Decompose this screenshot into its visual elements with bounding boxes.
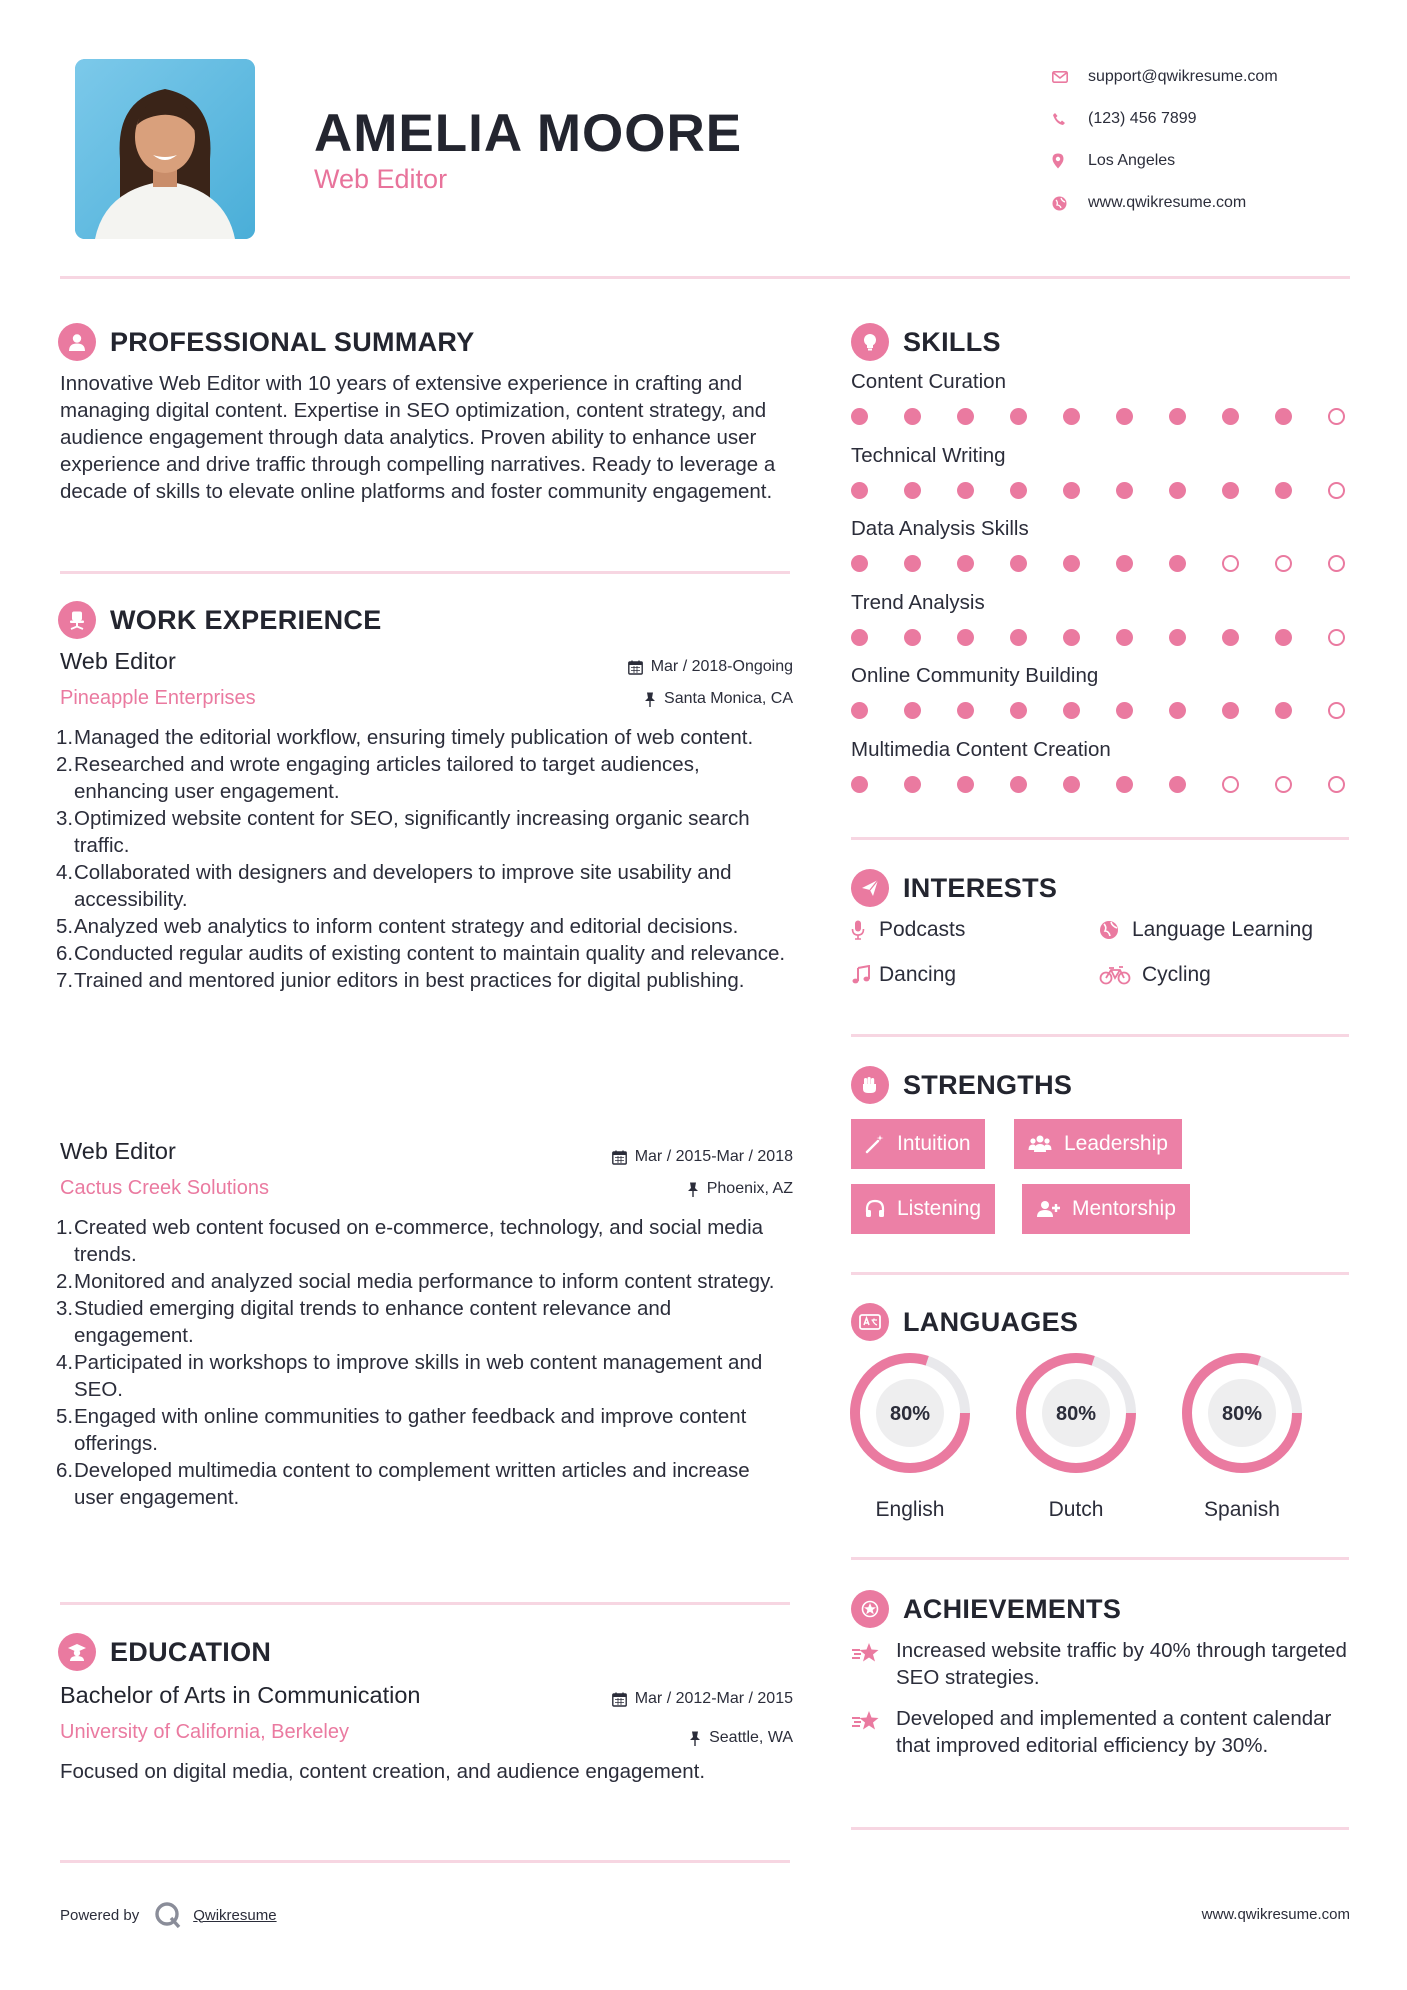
rating-dot-filled [1116, 482, 1133, 499]
skill-rating [851, 702, 1351, 719]
pin-icon [687, 1182, 699, 1197]
rating-dot-filled [1169, 408, 1186, 425]
interest-label: Dancing [879, 963, 957, 986]
strength-intuition [851, 1119, 985, 1169]
strength-label: Mentorship [1072, 1197, 1176, 1220]
rating-dot-filled [1222, 629, 1239, 646]
interests-divider [851, 1034, 1349, 1037]
pin-icon [644, 692, 656, 707]
calendar-icon [612, 1692, 627, 1707]
qwikresume-link[interactable]: Qwikresume [193, 1906, 277, 1924]
education-date-text: Mar / 2012-Mar / 2015 [634, 1690, 793, 1707]
rating-dot-filled [1010, 629, 1027, 646]
rating-dot-filled [1169, 482, 1186, 499]
language-item [1180, 1351, 1304, 1522]
job-title: Web Editor [60, 648, 176, 674]
skill-name: Technical Writing [851, 443, 1006, 467]
education-divider [60, 1860, 790, 1863]
powered-by-text: Powered by [60, 1906, 140, 1924]
strength-mentorship [1022, 1184, 1190, 1234]
language-percent: 80% [889, 1403, 931, 1425]
skills-heading [851, 323, 1001, 361]
list-item: 2. Researched and wrote engaging articles tailored to target audiences, enhancing user engagement. [56, 753, 700, 803]
education-location-text: Seattle, WA [709, 1729, 793, 1746]
job-location-text: Phoenix, AZ [706, 1180, 793, 1197]
skill-rating [851, 408, 1351, 425]
experience-divider [60, 1602, 790, 1605]
rating-dot-filled [904, 629, 921, 646]
interest-label: Cycling [1142, 963, 1211, 986]
job-location-text: Santa Monica, CA [664, 690, 793, 707]
shooting-star-icon [851, 1705, 896, 1759]
skills-divider [851, 837, 1349, 840]
achievement-item [851, 1705, 1361, 1759]
language-percent: 80% [1055, 1403, 1097, 1425]
skill-name: Trend Analysis [851, 590, 985, 614]
rating-dot-filled [1063, 702, 1080, 719]
interests-title: INTERESTS [903, 872, 1058, 903]
envelope-icon [1050, 71, 1088, 83]
rating-dot-filled [1063, 555, 1080, 572]
rating-dot-filled [957, 776, 974, 793]
interest-cycling [1099, 963, 1211, 987]
rating-dot-filled [904, 555, 921, 572]
language-item [1014, 1351, 1138, 1522]
rating-dot-filled [1275, 408, 1292, 425]
rating-dot-empty [1328, 776, 1345, 793]
rating-dot-filled [851, 408, 868, 425]
skill-item [851, 444, 1351, 499]
map-pin-icon [1050, 153, 1088, 169]
fist-icon [851, 1066, 889, 1104]
skill-name: Data Analysis Skills [851, 517, 1029, 540]
music-note-icon [851, 965, 879, 985]
education-entry [60, 1682, 793, 1785]
strengths-divider [851, 1272, 1349, 1275]
contact-info [1050, 56, 1380, 224]
qwikresume-logo-icon [153, 1900, 183, 1930]
rating-dot-filled [1169, 629, 1186, 646]
rating-dot-filled [1169, 555, 1186, 572]
language-name: Spanish [1204, 1498, 1280, 1521]
rating-dot-filled [1222, 408, 1239, 425]
languages-divider [851, 1557, 1349, 1560]
summary-text: Innovative Web Editor with 10 years of extensive experience in crafting and managing digital content. Expertise in SEO optimization, content strategy, and audience engagement through data analytics. Proven ability to enhance user experience and drive traffic through compelling narratives. Ready to leverage a decade of skills to elevate online platforms and foster community engagement. [60, 372, 776, 503]
skill-item [851, 370, 1351, 425]
achievements-heading [851, 1590, 1121, 1628]
contact-website[interactable] [1050, 182, 1380, 224]
language-name: English [875, 1498, 945, 1521]
interest-label: Podcasts [879, 918, 966, 941]
job-date-text: Mar / 2018-Ongoing [650, 658, 793, 675]
interest-label: Language Learning [1132, 918, 1314, 941]
job-company: Cactus Creek Solutions [60, 1177, 269, 1199]
rating-dot-empty [1328, 702, 1345, 719]
rating-dot-empty [1222, 776, 1239, 793]
microphone-icon [851, 920, 879, 940]
rating-dot-filled [851, 555, 868, 572]
list-item: 7. Trained and mentored junior editors in best practices for digital publishing. [56, 969, 745, 992]
job-title: Web Editor [60, 1138, 176, 1164]
school: University of California, Berkeley [60, 1721, 349, 1743]
rating-dot-filled [957, 555, 974, 572]
strength-label: Leadership [1064, 1132, 1168, 1155]
candidate-name: AMELIA MOORE [314, 104, 743, 163]
rating-dot-filled [1275, 629, 1292, 646]
user-icon [58, 323, 96, 361]
list-item: 4. Participated in workshops to improve skills in web content management and SEO. [56, 1351, 763, 1401]
skill-name: Multimedia Content Creation [851, 737, 1111, 761]
job-responsibilities [56, 724, 793, 994]
rating-dot-filled [957, 702, 974, 719]
list-item: 2. Monitored and analyzed social media performance to inform content strategy. [56, 1270, 775, 1293]
shooting-star-icon [851, 1637, 896, 1691]
contact-phone[interactable] [1050, 98, 1380, 140]
list-item: 3. Optimized website content for SEO, significantly increasing organic search traffic. [56, 807, 750, 857]
rating-dot-filled [1063, 776, 1080, 793]
rating-dot-filled [1063, 482, 1080, 499]
strength-label: Listening [897, 1197, 982, 1220]
achievement-text: Increased website traffic by 40% through targeted SEO strategies. [896, 1639, 1347, 1689]
rating-dot-filled [1222, 482, 1239, 499]
interests-heading [851, 869, 1057, 907]
graduate-icon [58, 1633, 96, 1671]
skill-rating [851, 482, 1351, 499]
list-item: 5. Analyzed web analytics to inform content strategy and editorial decisions. [56, 915, 739, 938]
skill-rating [851, 555, 1351, 572]
rating-dot-filled [1116, 555, 1133, 572]
skill-name: Online Community Building [851, 664, 1099, 687]
achievement-item [851, 1637, 1361, 1691]
interest-dancing [851, 963, 956, 987]
rating-dot-empty [1328, 555, 1345, 572]
list-item: 1. Created web content focused on e-commerce, technology, and social media trends. [56, 1216, 764, 1266]
rating-dot-filled [1169, 702, 1186, 719]
rating-dot-empty [1275, 555, 1292, 572]
job-entry-2 [56, 1138, 793, 1511]
rating-dot-filled [904, 776, 921, 793]
strengths-title: STRENGTHS [903, 1069, 1073, 1100]
interest-language-learning [1099, 918, 1313, 942]
skill-item [851, 664, 1351, 719]
paper-plane-icon [851, 869, 889, 907]
calendar-icon [628, 660, 643, 675]
footer-url[interactable]: www.qwikresume.com [1201, 1906, 1350, 1923]
rating-dot-filled [1010, 555, 1027, 572]
skill-item [851, 738, 1351, 793]
strengths-heading [851, 1066, 1072, 1104]
education-location [689, 1729, 793, 1747]
rating-dot-filled [904, 408, 921, 425]
rating-dot-filled [1010, 776, 1027, 793]
achievements-title: ACHIEVEMENTS [903, 1593, 1122, 1624]
skill-rating [851, 776, 1351, 793]
rating-dot-filled [1010, 702, 1027, 719]
education-heading [58, 1633, 271, 1671]
rating-dot-empty [1275, 776, 1292, 793]
experience-title: WORK EXPERIENCE [110, 604, 382, 635]
users-icon [1028, 1134, 1052, 1154]
footer-powered-by [60, 1900, 277, 1930]
education-date [612, 1690, 793, 1708]
globe-icon [1050, 196, 1088, 211]
list-item: 1. Managed the editorial workflow, ensuring timely publication of web content. [56, 726, 754, 749]
rating-dot-empty [1222, 555, 1239, 572]
rating-dot-filled [1063, 408, 1080, 425]
experience-heading [58, 601, 382, 639]
rating-dot-filled [1116, 629, 1133, 646]
rating-dot-filled [1169, 776, 1186, 793]
education-description: Focused on digital media, content creation, and audience engagement. [60, 1760, 706, 1783]
rating-dot-filled [851, 702, 868, 719]
job-company: Pineapple Enterprises [60, 687, 256, 709]
phone-text: (123) 456 7899 [1088, 110, 1197, 127]
globe-icon [1099, 920, 1132, 940]
summary-heading [58, 323, 475, 361]
summary-divider [60, 571, 790, 574]
language-item [848, 1351, 972, 1522]
job-location [644, 690, 793, 708]
rating-dot-filled [1063, 629, 1080, 646]
pin-icon [689, 1731, 701, 1746]
skill-item [851, 591, 1351, 646]
rating-dot-filled [904, 702, 921, 719]
languages-heading [851, 1303, 1078, 1341]
language-percent: 80% [1221, 1403, 1263, 1425]
skill-name: Content Curation [851, 370, 1006, 393]
achievements-divider [851, 1827, 1349, 1830]
language-ring [848, 1351, 972, 1475]
contact-location [1050, 140, 1380, 182]
rating-dot-filled [957, 482, 974, 499]
email-text: support@qwikresume.com [1088, 68, 1278, 85]
job-date-text: Mar / 2015-Mar / 2018 [634, 1148, 793, 1165]
languages-title: LANGUAGES [903, 1306, 1079, 1337]
rating-dot-filled [957, 629, 974, 646]
rating-dot-filled [1116, 408, 1133, 425]
summary-title: PROFESSIONAL SUMMARY [110, 326, 475, 357]
education-title: EDUCATION [110, 1636, 272, 1667]
location-text: Los Angeles [1088, 152, 1176, 169]
list-item: 6. Conducted regular audits of existing content to maintain quality and relevance. [56, 942, 786, 965]
list-item: 4. Collaborated with designers and developers to improve site usability and accessibility. [56, 861, 732, 911]
language-name: Dutch [1048, 1498, 1104, 1521]
list-item: 6. Developed multimedia content to complement written articles and increase user engagement. [56, 1459, 750, 1509]
phone-icon [1050, 112, 1088, 126]
magic-wand-icon [865, 1134, 885, 1154]
rating-dot-filled [1010, 482, 1027, 499]
job-responsibilities [56, 1214, 793, 1511]
rating-dot-empty [1328, 629, 1345, 646]
rating-dot-filled [904, 482, 921, 499]
contact-email[interactable] [1050, 56, 1380, 98]
strength-label: Intuition [897, 1132, 971, 1155]
office-chair-icon [58, 601, 96, 639]
rating-dot-empty [1328, 482, 1345, 499]
list-item: 5. Engaged with online communities to gather feedback and improve content offerings. [56, 1405, 747, 1455]
rating-dot-filled [1275, 702, 1292, 719]
calendar-icon [612, 1150, 627, 1165]
strength-leadership [1014, 1119, 1182, 1169]
website-text: www.qwikresume.com [1088, 194, 1247, 211]
rating-dot-filled [1116, 776, 1133, 793]
language-ring [1180, 1351, 1304, 1475]
profile-photo [75, 59, 255, 239]
header-divider [60, 276, 1350, 279]
lightbulb-icon [851, 323, 889, 361]
skill-item [851, 517, 1351, 572]
achievement-text: Developed and implemented a content calendar that improved editorial efficiency by 30%. [896, 1707, 1332, 1757]
degree: Bachelor of Arts in Communication [60, 1682, 421, 1708]
strength-listening [851, 1184, 995, 1234]
language-ring [1014, 1351, 1138, 1475]
rating-dot-filled [851, 482, 868, 499]
rating-dot-filled [1222, 702, 1239, 719]
skill-rating [851, 629, 1351, 646]
bicycle-icon [1099, 965, 1142, 985]
job-date [612, 1148, 793, 1166]
job-entry-1 [56, 648, 793, 994]
interest-podcasts [851, 918, 965, 942]
candidate-role: Web Editor [314, 164, 448, 194]
rating-dot-empty [1328, 408, 1345, 425]
skills-title: SKILLS [903, 326, 1001, 357]
star-badge-icon [851, 1590, 889, 1628]
rating-dot-filled [851, 629, 868, 646]
list-item: 3. Studied emerging digital trends to enhance content relevance and engagement. [56, 1297, 672, 1347]
job-date [628, 658, 793, 676]
job-location [687, 1180, 793, 1198]
rating-dot-filled [957, 408, 974, 425]
rating-dot-filled [1010, 408, 1027, 425]
user-plus-icon [1036, 1199, 1060, 1219]
rating-dot-filled [1275, 482, 1292, 499]
headphones-icon [865, 1199, 885, 1219]
rating-dot-filled [1116, 702, 1133, 719]
language-card-icon [851, 1303, 889, 1341]
rating-dot-filled [851, 776, 868, 793]
